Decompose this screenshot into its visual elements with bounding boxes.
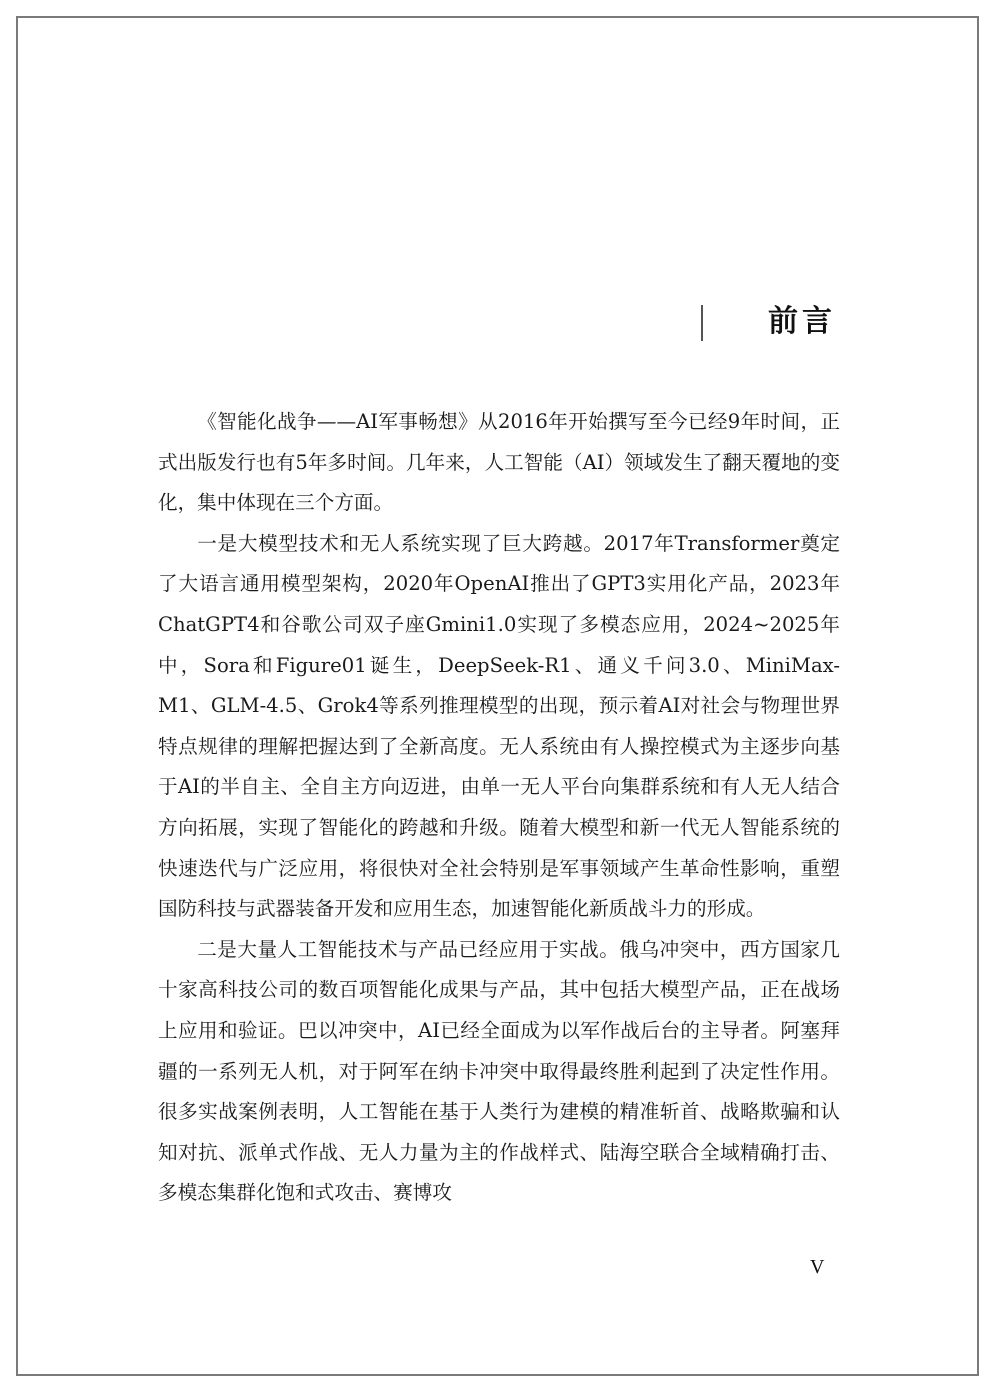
- paragraph-second-point: 二是大量人工智能技术与产品已经应用于实战。俄乌冲突中，西方国家几十家高科技公司的数百项智能化成果与产品，其中包括大模型产品，正在战场上应用和验证。巴以冲突中，AI已经全面成为以军作战后台的主导者。阿塞拜疆的一系列无人机，对于阿军在纳卡冲突中取得最终胜利起到了决定性作用。很多实战案例表明，人工智能在基于人类行为建模的精准斩首、战略欺骗和认知对抗、派单式作战、无人力量为主的作战样式、陆海空联合全域精确打击、多模态集群化饱和式攻击、赛博攻: [158, 937, 840, 1205]
- body-text: [158, 402, 840, 1214]
- paragraph-intro: 《智能化战争——AI军事畅想》从2016年开始撰写至今已经9年时间，正式出版发行也有5年多时间。几年来，人工智能（AI）领域发生了翻天覆地的变化，集中体现在三个方面。: [158, 410, 840, 515]
- paragraph-first-point: 一是大模型技术和无人系统实现了巨大跨越。2017年Transformer奠定了大语言通用模型架构，2020年OpenAI推出了GPT3实用化产品，2023年ChatGPT4和谷歌公司双子座Gmini1.0实现了多模态应用，2024~2025年中，Sora和Figure01诞生，DeepSeek-R1、通义千问3.0、MiniMax-M1、GLM-4.5、Grok4等系列推理模型的出现，预示着AI对社会与物理世界特点规律的理解把握达到了全新高度。无人系统由有人操控模式为主逐步向基于AI的半自主、全自主方向迈进，由单一无人平台向集群系统和有人无人结合方向拓展，实现了智能化的跨越和升级。随着大模型和新一代无人智能系统的快速迭代与广泛应用，将很快对全社会特别是军事领域产生革命性影响，重塑国防科技与武器装备开发和应用生态，加速智能化新质战斗力的形成。: [158, 531, 840, 921]
- page-title: 前言: [768, 304, 836, 339]
- page-number: V: [810, 1256, 825, 1278]
- title-divider-bar: [701, 305, 703, 341]
